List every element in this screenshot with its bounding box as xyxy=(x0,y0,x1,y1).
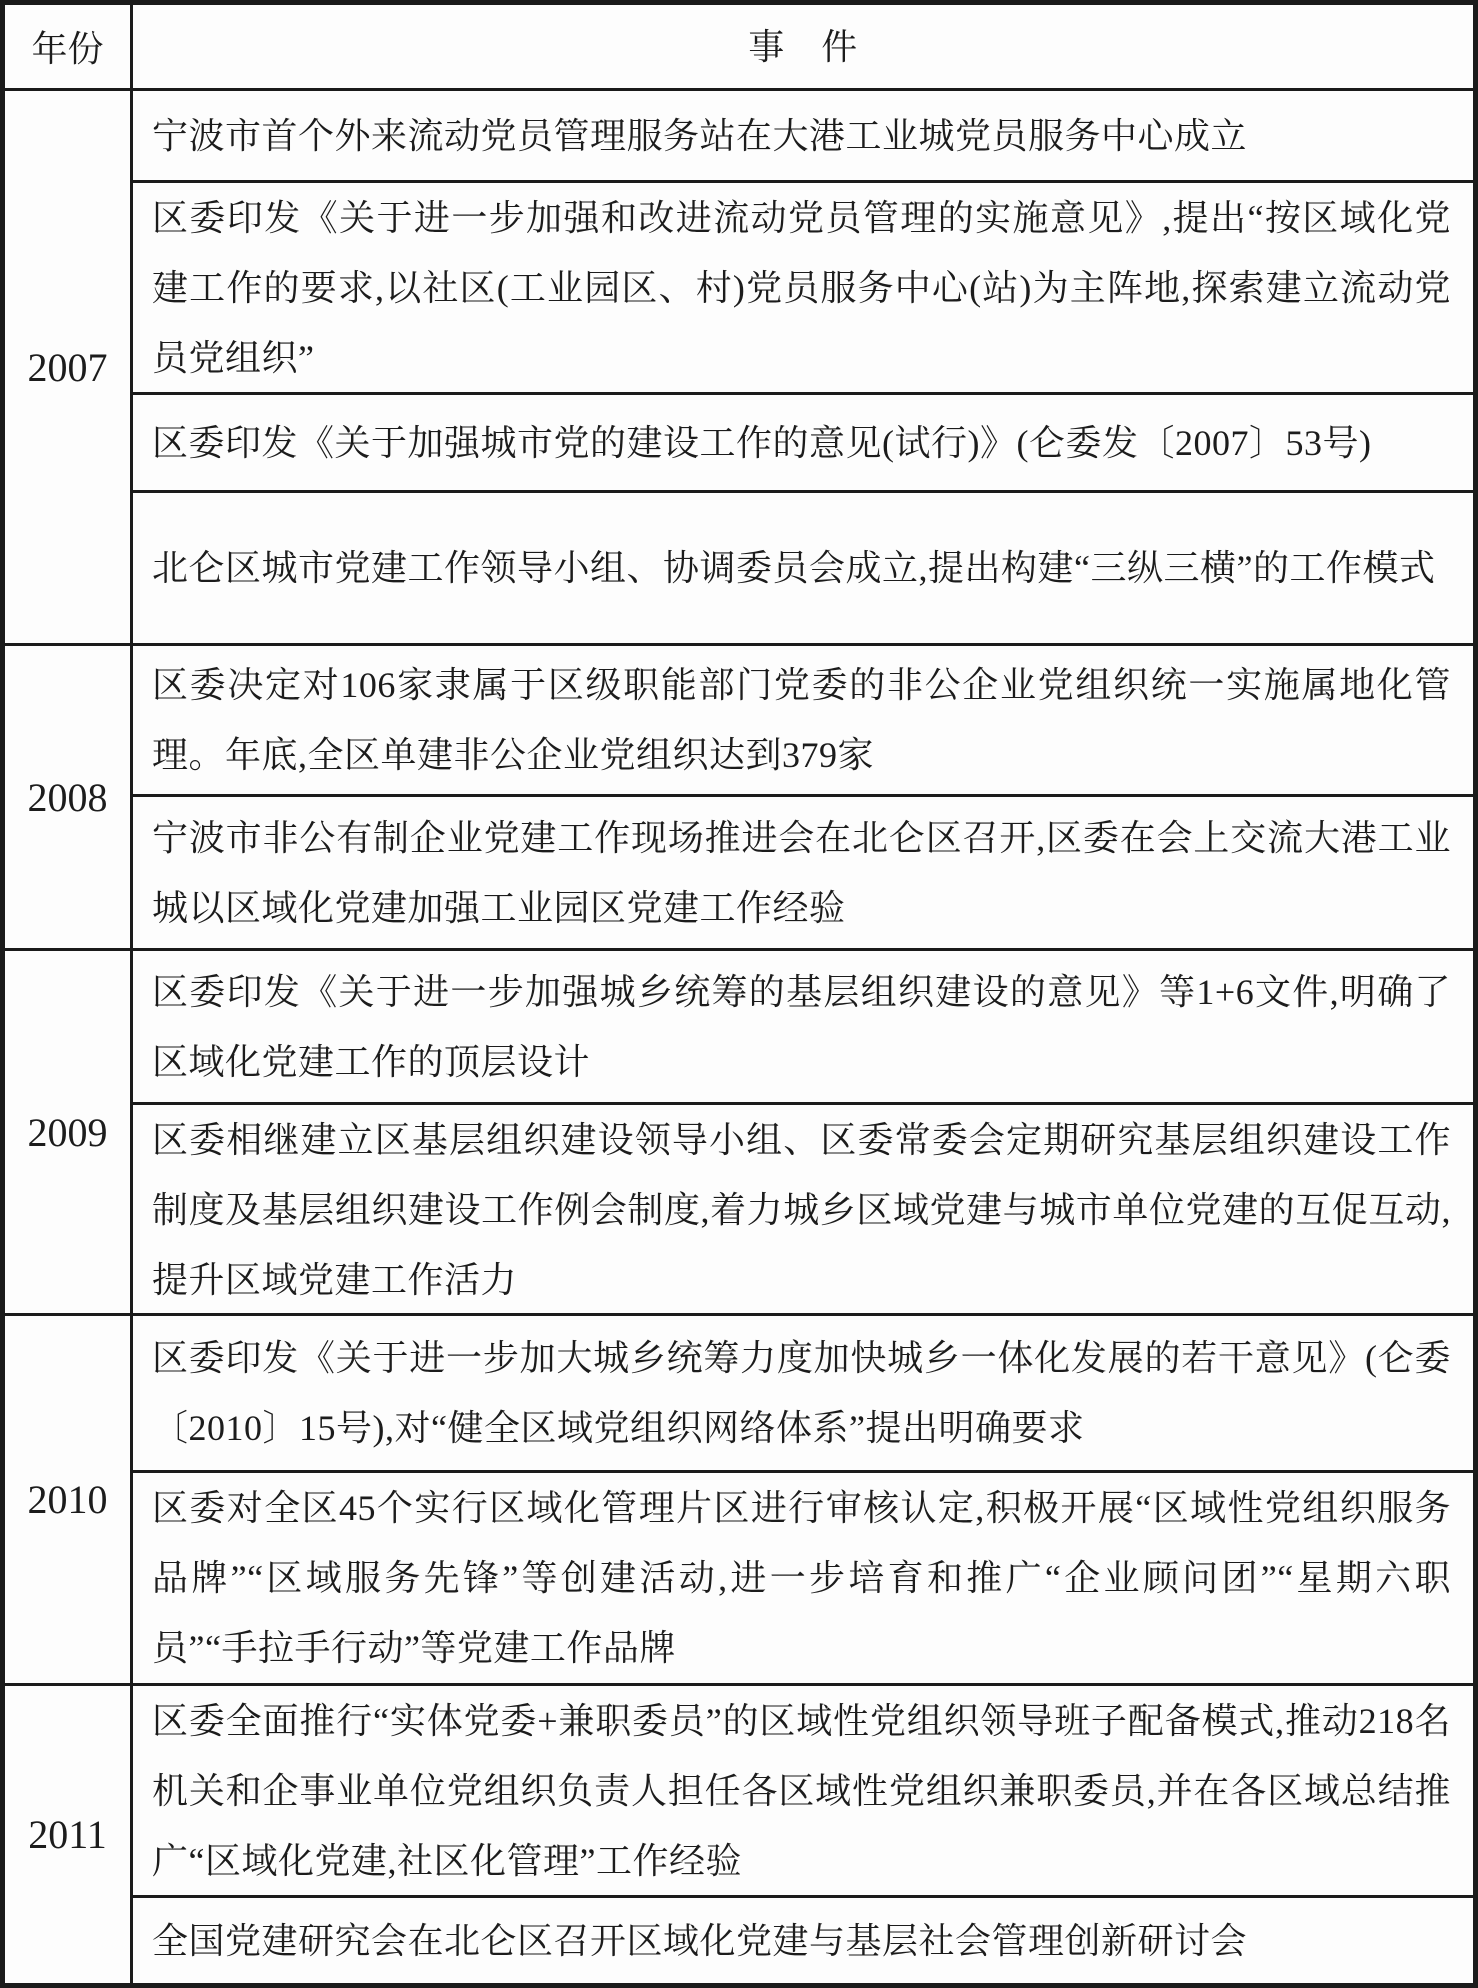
event-text: 北仑区城市党建工作领导小组、协调委员会成立,提出构建“三纵三横”的工作模式 xyxy=(152,548,1436,588)
event-cell xyxy=(133,646,1473,797)
event-cell xyxy=(133,1686,1473,1898)
year-group-2010 xyxy=(5,1316,1473,1686)
event-text: 区委对全区45个实行区域化管理片区进行审核认定,积极开展“区域性党组织服务品牌”“区域服务先锋”等创建活动,进一步培育和推广“企业顾问团”“星期六职员”“手拉手行动”等党建工作品牌 xyxy=(152,1488,1451,1668)
event-text: 全国党建研究会在北仑区召开区域化党建与基层社会管理创新研讨会 xyxy=(152,1920,1248,1961)
year-column-header: 年份 xyxy=(5,5,133,88)
event-cell xyxy=(133,91,1473,183)
year-group-2009 xyxy=(5,951,1473,1316)
year-label: 2011 xyxy=(28,1812,107,1857)
year-group-2007 xyxy=(5,91,1473,646)
event-text: 区委相继建立区基层组织建设领导小组、区委常委会定期研究基层组织建设工作制度及基层组织建设工作例会制度,着力城乡区域党建与城市单位党建的互促互动,提升区域党建工作活力 xyxy=(152,1120,1451,1300)
event-text: 区委印发《关于进一步加强和改进流动党员管理的实施意见》,提出“按区域化党建工作的要求,以社区(工业园区、村)党员服务中心(站)为主阵地,探索建立流动党员党组织” xyxy=(152,197,1451,378)
year-cell xyxy=(5,1316,133,1683)
event-text: 区委印发《关于进一步加强城乡统筹的基层组织建设的意见》等1+6文件,明确了区域化党建工作的顶层设计 xyxy=(152,971,1451,1082)
year-label: 2010 xyxy=(27,1477,108,1522)
event-cell xyxy=(133,951,1473,1105)
event-text: 区委印发《关于进一步加大城乡统筹力度加快城乡一体化发展的若干意见》(仑委〔2010〕15号),对“健全区域党组织网络体系”提出明确要求 xyxy=(152,1338,1451,1448)
event-text: 宁波市非公有制企业党建工作现场推进会在北仑区召开,区委在会上交流大港工业城以区域化党建加强工业园区党建工作经验 xyxy=(152,817,1451,928)
event-cell xyxy=(133,183,1473,395)
year-label: 2008 xyxy=(27,774,108,820)
event-text: 区委决定对106家隶属于区级职能部门党委的非公企业党组织统一实施属地化管理。年底,全区单建非公企业党组织达到379家 xyxy=(152,665,1451,775)
event-list xyxy=(133,1316,1473,1683)
event-cell xyxy=(133,395,1473,493)
event-list xyxy=(133,91,1473,643)
event-header-col xyxy=(133,5,1473,88)
year-label: 2007 xyxy=(27,344,108,390)
event-cell xyxy=(133,797,1473,948)
event-cell xyxy=(133,1473,1473,1683)
year-cell xyxy=(5,646,133,948)
event-list xyxy=(133,646,1473,948)
table-header-row xyxy=(5,5,1473,91)
year-group-2011 xyxy=(5,1686,1473,1983)
year-cell xyxy=(5,91,133,643)
event-cell xyxy=(133,493,1473,643)
event-cell xyxy=(133,1316,1473,1473)
year-label: 2009 xyxy=(27,1109,108,1155)
event-column-header xyxy=(133,5,1473,88)
year-cell xyxy=(5,1686,133,1983)
event-text: 宁波市首个外来流动党员管理服务站在大港工业城党员服务中心成立 xyxy=(152,115,1248,156)
year-cell xyxy=(5,951,133,1313)
event-header-label: 事 件 xyxy=(748,25,858,67)
event-cell xyxy=(133,1898,1473,1983)
event-text: 区委全面推行“实体党委+兼职委员”的区域性党组织领导班子配备模式,推动218名机关和企事业单位党组织负责人担任各区域性党组织兼职委员,并在各区域总结推广“区域化党建,社区化管理”工作经验 xyxy=(152,1700,1451,1881)
year-group-2008 xyxy=(5,646,1473,951)
event-cell xyxy=(133,1105,1473,1315)
event-text: 区委印发《关于加强城市党的建设工作的意见(试行)》(仑委发〔2007〕53号) xyxy=(152,422,1372,463)
event-list xyxy=(133,951,1473,1313)
event-list xyxy=(133,1686,1473,1983)
